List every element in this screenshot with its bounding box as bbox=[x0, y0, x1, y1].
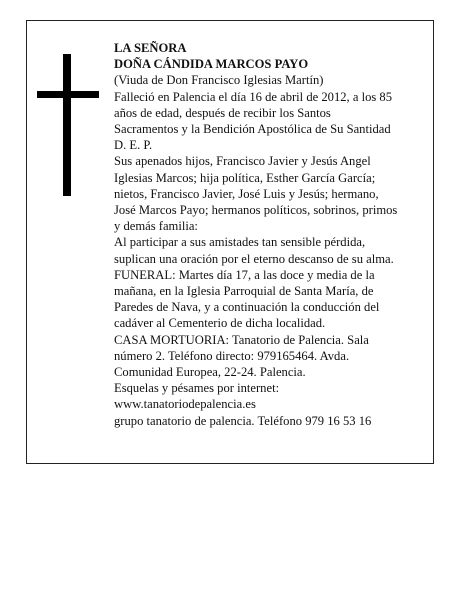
notice-line: Esquelas y pésames por internet: bbox=[114, 381, 280, 396]
notice-line: Sacramentos y la Bendición Apostólica de Su Santidad bbox=[114, 122, 391, 137]
notice-line: Comunidad Europea, 22-24. Palencia. bbox=[114, 365, 306, 380]
notice-line: D. E. P. bbox=[114, 138, 153, 153]
deceased-name: DOÑA CÁNDIDA MARCOS PAYO bbox=[114, 57, 309, 72]
cross-vertical-bar bbox=[63, 54, 71, 196]
notice-line: años de edad, después de recibir los Santos bbox=[114, 105, 331, 120]
notice-line: mañana, en la Iglesia Parroquial de Santa María, de bbox=[114, 284, 374, 299]
notice-line: Falleció en Palencia el día 16 de abril de 2012, a los 85 bbox=[114, 89, 393, 104]
notice-line: Sus apenados hijos, Francisco Javier y Jesús Angel bbox=[114, 154, 371, 169]
cross-icon bbox=[37, 54, 99, 200]
obituary-text bbox=[114, 40, 414, 429]
notice-line: número 2. Teléfono directo: 979165464. Avda. bbox=[114, 348, 350, 363]
notice-line: (Viuda de Don Francisco Iglesias Martín) bbox=[114, 73, 324, 88]
notice-line: suplican una oración por el eterno descanso de su alma. bbox=[114, 251, 394, 266]
phone-line: grupo tanatorio de palencia. Teléfono 979 16 53 16 bbox=[114, 413, 372, 428]
notice-title: LA SEÑORA bbox=[114, 41, 187, 55]
notice-line: Paredes de Nava, y a continuación la conducción del bbox=[114, 300, 380, 315]
notice-line: y demás familia: bbox=[114, 219, 198, 234]
notice-line: Al participar a sus amistades tan sensible pérdida, bbox=[114, 235, 366, 250]
website-line: www.tanatoriodepalencia.es bbox=[114, 397, 256, 412]
notice-line: José Marcos Payo; hermanos políticos, sobrinos, primos bbox=[114, 203, 398, 218]
notice-line: CASA MORTUORIA: Tanatorio de Palencia. Sala bbox=[114, 332, 369, 347]
notice-line: FUNERAL: Martes día 17, a las doce y media de la bbox=[114, 267, 375, 282]
notice-line: cadáver al Cementerio de dicha localidad. bbox=[114, 316, 326, 331]
notice-line: nietos, Francisco Javier, José Luis y Jesús; hermano, bbox=[114, 186, 379, 201]
cross-horizontal-bar bbox=[37, 91, 99, 98]
notice-line: Iglesias Marcos; hija política, Esther García García; bbox=[114, 170, 376, 185]
